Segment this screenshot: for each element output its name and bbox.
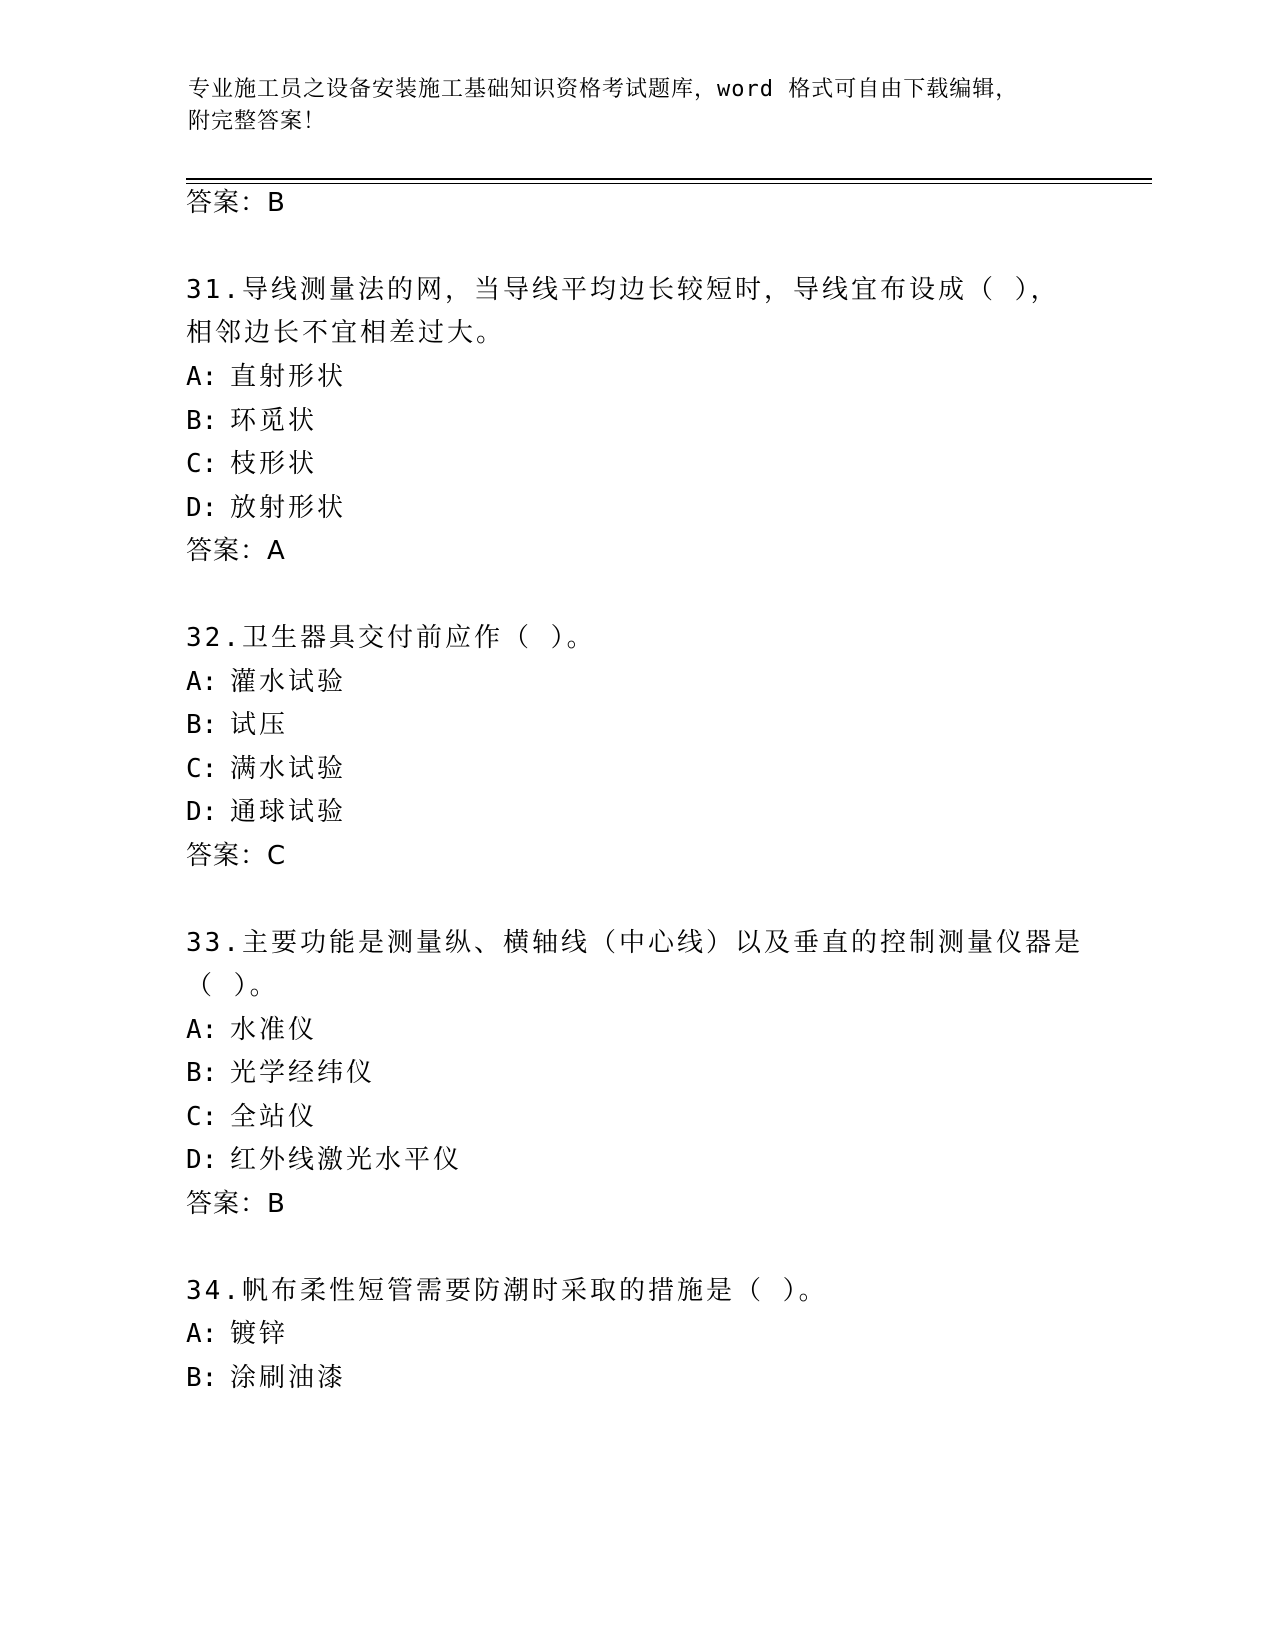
option-text: 通球试验 [230, 797, 347, 827]
option-label: C: [186, 754, 218, 784]
option-label: B: [186, 1363, 218, 1393]
option-label: D: [186, 493, 218, 523]
header-line-1: 专业施工员之设备安装施工基础知识资格考试题库，word 格式可自由下载编辑， [188, 77, 1019, 102]
option-label: A: [186, 362, 218, 392]
header-divider-thin [186, 183, 1152, 184]
option-text: 镀锌 [230, 1319, 289, 1349]
question-31-option-d [186, 491, 346, 525]
question-33-stem-line-1: 33.主要功能是测量纵、横轴线（中心线）以及垂直的控制测量仪器是 [186, 928, 1083, 958]
question-33-stem-line-2: （ ）。 [186, 971, 279, 1001]
option-label: A: [186, 667, 218, 697]
question-33-answer: 答案：B [186, 1189, 286, 1219]
option-label: D: [186, 1145, 218, 1175]
option-text: 涂刷油漆 [230, 1363, 347, 1393]
option-text: 满水试验 [230, 754, 347, 784]
question-31-option-a [186, 360, 346, 394]
header-divider-thick [186, 178, 1152, 180]
question-33-option-c [186, 1100, 317, 1134]
document-header [188, 74, 1088, 138]
option-text: 灌水试验 [230, 667, 347, 697]
question-32-option-c [186, 752, 346, 786]
option-label: B: [186, 1058, 218, 1088]
question-34-option-a [186, 1317, 288, 1351]
header-line-2: 附完整答案！ [188, 109, 327, 134]
option-label: A: [186, 1015, 218, 1045]
option-label: B: [186, 406, 218, 436]
question-33-option-b [186, 1056, 375, 1090]
question-34-stem-line-1: 34.帆布柔性短管需要防潮时采取的措施是（ ）。 [186, 1276, 828, 1306]
option-label: A: [186, 1319, 218, 1349]
question-32-stem-line-1: 32.卫生器具交付前应作（ ）。 [186, 623, 596, 653]
question-31-stem-line-2: 相邻边长不宜相差过大。 [186, 318, 506, 348]
question-33-option-d [186, 1143, 462, 1177]
option-label: B: [186, 710, 218, 740]
option-text: 水准仪 [230, 1015, 318, 1045]
option-text: 全站仪 [230, 1102, 318, 1132]
option-label: C: [186, 449, 218, 479]
option-label: C: [186, 1102, 218, 1132]
question-32-option-d [186, 795, 346, 829]
option-text: 枝形状 [230, 449, 318, 479]
question-31-answer: 答案：A [186, 536, 286, 566]
question-33-option-a [186, 1013, 317, 1047]
previous-answer: 答案：B [186, 188, 286, 218]
question-31-option-b [186, 404, 317, 438]
option-text: 光学经纬仪 [230, 1058, 376, 1088]
option-text: 试压 [230, 710, 289, 740]
option-text: 红外线激光水平仪 [230, 1145, 463, 1175]
question-32-option-b [186, 708, 288, 742]
question-34-option-b [186, 1361, 346, 1395]
question-32-answer: 答案：C [186, 841, 287, 871]
question-31-stem-line-1: 31.导线测量法的网，当导线平均边长较短时，导线宜布设成（ ）， [186, 275, 1060, 305]
option-text: 环觅状 [230, 406, 318, 436]
option-text: 放射形状 [230, 493, 347, 523]
question-31-option-c [186, 447, 317, 481]
question-32-option-a [186, 665, 346, 699]
option-label: D: [186, 797, 218, 827]
option-text: 直射形状 [230, 362, 347, 392]
